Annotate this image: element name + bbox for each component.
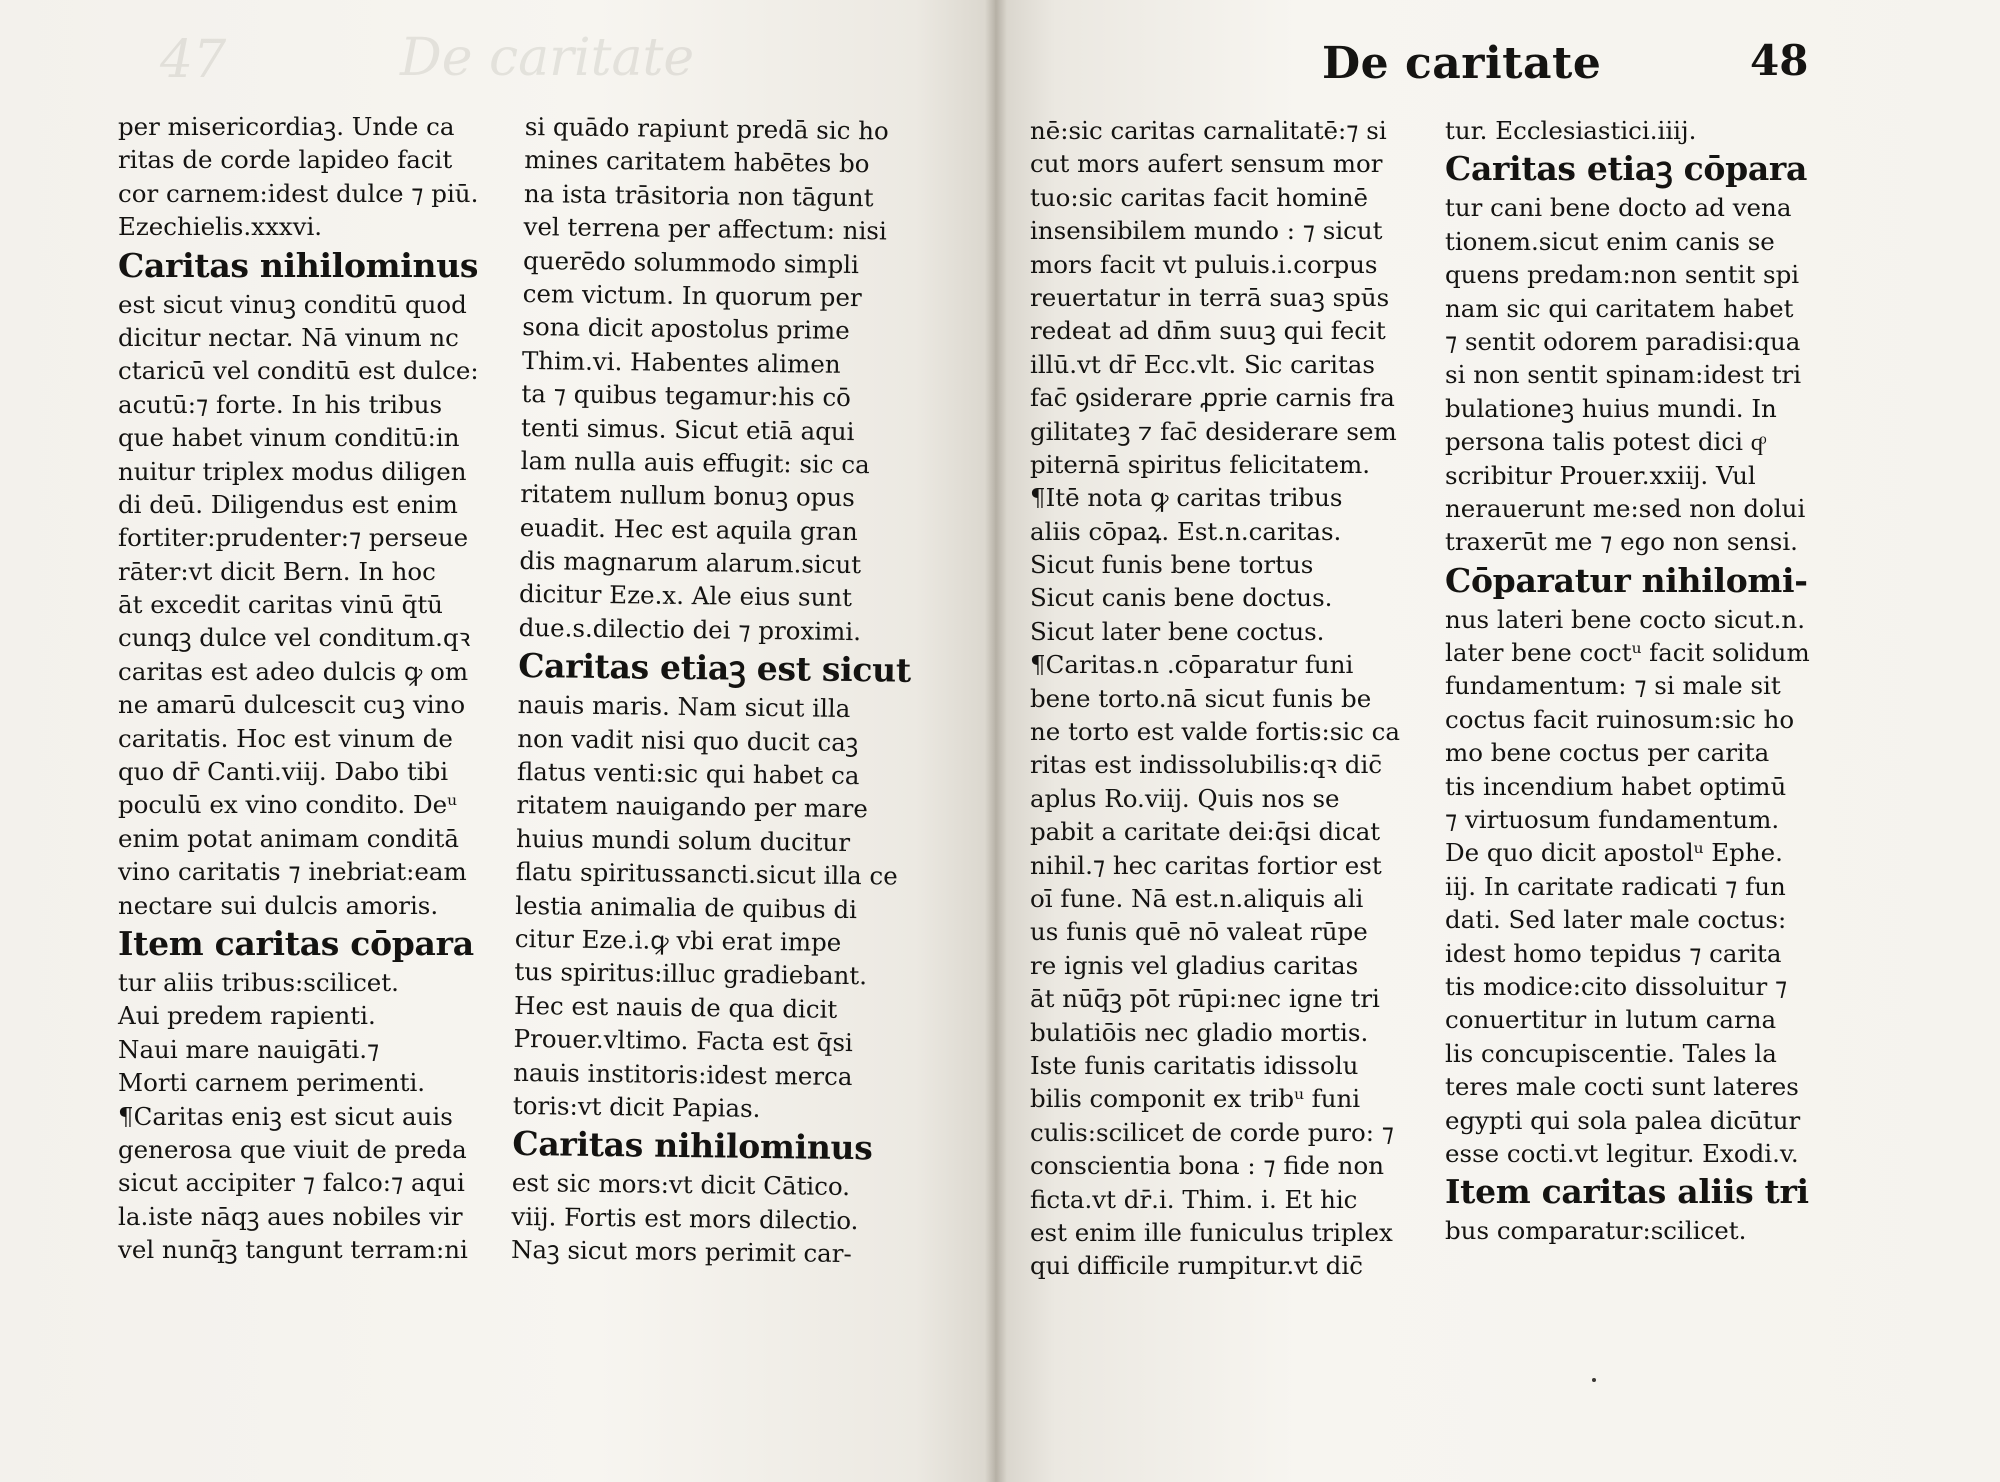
text-line: huius mundi solum ducitur bbox=[515, 823, 851, 857]
text-line: bilis componit ex tribᵘ funi bbox=[1030, 1084, 1361, 1114]
section-heading-line: Caritas nihilominus bbox=[512, 1124, 873, 1168]
text-line: nauis maris. Nam sicut illa bbox=[517, 690, 851, 724]
text-line: Naꝫ sicut mors perimit car- bbox=[510, 1235, 852, 1269]
text-line: dis magnarum alarum.sicut bbox=[519, 546, 862, 580]
text-line: iij. In caritate radicati ⁊ fun bbox=[1445, 871, 1786, 901]
show-through-folio: 47 bbox=[160, 30, 227, 90]
text-line: flatu spiritussancti.sicut illa ce bbox=[515, 857, 898, 891]
text-line: cunqꝫ dulce vel conditum.qꝛ bbox=[118, 623, 471, 653]
running-head: De caritate bbox=[1322, 38, 1602, 89]
text-line: nerauerunt me:sed non dolui bbox=[1445, 493, 1806, 523]
text-line: mors facit vt puluis.i.corpus bbox=[1030, 249, 1378, 279]
text-line: est sicut vinuꝫ conditū quod bbox=[118, 289, 467, 319]
text-line: mines caritatem habētes bo bbox=[524, 145, 870, 179]
show-through-running-head: De caritate bbox=[400, 28, 695, 88]
text-line: ritas de corde lapideo facit bbox=[118, 145, 453, 175]
text-line: illū.vt dr̄ Ecc.vlt. Sic caritas bbox=[1030, 349, 1375, 379]
text-line: nihil.⁊ hec caritas fortior est bbox=[1030, 850, 1382, 880]
text-line: si non sentit spinam:idest tri bbox=[1445, 360, 1802, 390]
text-line: oī fune. Nā est.n.aliquis ali bbox=[1030, 883, 1364, 913]
text-line: vel terrena per affectum: nisi bbox=[523, 212, 887, 246]
text-line: piternā spiritus felicitatem. bbox=[1030, 449, 1370, 479]
text-line: di deū. Diligendus est enim bbox=[118, 489, 458, 519]
text-line: ritatem nullum bonuꝫ opus bbox=[520, 479, 855, 513]
text-line: Aui predem rapienti. bbox=[118, 1001, 376, 1031]
text-line: cor carnem:idest dulce ⁊ piū. bbox=[118, 178, 479, 208]
text-line: vel nunq̄ꝫ tangunt terram:ni bbox=[118, 1235, 468, 1265]
text-line: sona dicit apostolus prime bbox=[522, 312, 850, 346]
left-page-column-1 bbox=[118, 110, 518, 1267]
text-line: nus lateri bene cocto sicut.n. bbox=[1445, 604, 1805, 634]
text-line: nuitur triplex modus diligen bbox=[118, 456, 467, 486]
text-line: ¶Caritas eniꝫ est sicut auis bbox=[118, 1101, 453, 1131]
text-line: lestia animalia de quibus di bbox=[515, 890, 858, 924]
text-line: traxerūt me ⁊ ego non sensi. bbox=[1445, 527, 1798, 557]
section-heading-line: Cōparatur nihilomi- bbox=[1445, 560, 1808, 600]
text-line: si quādo rapiunt predā sic ho bbox=[524, 111, 889, 146]
text-line: cem victum. In quorum per bbox=[522, 278, 862, 313]
text-line: bulatiōis nec gladio mortis. bbox=[1030, 1017, 1369, 1047]
text-line: ⁊ virtuosum fundamentum. bbox=[1445, 805, 1780, 835]
text-line: Thim.vi. Habentes alimen bbox=[521, 345, 841, 379]
text-line: dicitur nectar. Nā vinum nc bbox=[118, 322, 459, 352]
left-page-column-2 bbox=[511, 110, 945, 1272]
text-line: caritatis. Hoc est vinum de bbox=[118, 723, 453, 753]
text-line: acutū:⁊ forte. In his tribus bbox=[118, 389, 443, 419]
text-line: due.s.dilectio dei ⁊ proximi. bbox=[518, 612, 862, 647]
text-line: pabit a caritate dei:q̄si dicat bbox=[1030, 817, 1381, 847]
text-line: nectare sui dulcis amoris. bbox=[118, 890, 439, 920]
text-line: est sic mors:vt dicit Cātico. bbox=[511, 1168, 851, 1202]
text-line: flatus venti:sic qui habet ca bbox=[516, 756, 860, 791]
text-line: caritas est adeo dulcis ꝙ om bbox=[118, 656, 469, 686]
text-line: citur Eze.i.ꝙ vbi erat impe bbox=[514, 923, 842, 957]
text-line: aliis cōpaꝝ. Est.n.caritas. bbox=[1030, 516, 1342, 546]
text-line: tis modice:cito dissoluitur ⁊ bbox=[1445, 971, 1788, 1001]
text-line: ne amarū dulcescit cuꝫ vino bbox=[118, 690, 466, 720]
text-line: viij. Fortis est mors dilectio. bbox=[511, 1201, 859, 1235]
text-line: re ignis vel gladius caritas bbox=[1030, 950, 1359, 980]
text-line: tuo:sic caritas facit hominē bbox=[1030, 182, 1368, 212]
text-line: toris:vt dicit Papias. bbox=[512, 1090, 761, 1123]
section-heading-line: Caritas etiaꝫ est sicut bbox=[517, 646, 912, 691]
right-page-column-1 bbox=[1030, 114, 1430, 1283]
text-line: conscientia bona : ⁊ fide non bbox=[1030, 1151, 1384, 1181]
text-line: āt excedit caritas vinū q̄tū bbox=[118, 590, 443, 620]
text-line: nam sic qui caritatem habet bbox=[1445, 293, 1794, 323]
text-line: tur. Ecclesiastici.iiij. bbox=[1445, 116, 1697, 145]
text-line: que habet vinum conditū:in bbox=[118, 423, 460, 453]
text-line: āt nūq̄ꝫ pōt rūpi:nec igne tri bbox=[1030, 984, 1380, 1014]
text-line: persona talis potest dici qͦ bbox=[1445, 427, 1763, 457]
section-heading-line: Item caritas cōpara bbox=[118, 923, 474, 963]
text-line: rāter:vt dicit Bern. In hoc bbox=[118, 556, 436, 586]
text-line: sicut accipiter ⁊ falco:⁊ aqui bbox=[118, 1168, 465, 1198]
book-gutter bbox=[985, 0, 1007, 1482]
text-line: qui difficile rumpitur.vt dic̄ bbox=[1030, 1251, 1363, 1281]
text-line: tionem.sicut enim canis se bbox=[1445, 226, 1775, 256]
text-line: aplus Ro.viij. Quis nos se bbox=[1030, 783, 1340, 813]
text-line: na ista trāsitoria non tāgunt bbox=[523, 178, 874, 213]
text-line: culis:scilicet de corde puro: ⁊ bbox=[1030, 1117, 1394, 1147]
text-line: querēdo solummodo simpli bbox=[522, 245, 860, 279]
text-line: ritas est indissolubilis:qꝛ dic̄ bbox=[1030, 750, 1383, 780]
text-line: egypti qui sola palea dicūtur bbox=[1445, 1105, 1801, 1135]
text-line: tur aliis tribus:scilicet. bbox=[118, 967, 399, 997]
text-line: nē:sic caritas carnalitatē:⁊ si bbox=[1030, 116, 1387, 145]
text-line: us funis quē nō valeat rūpe bbox=[1030, 917, 1368, 947]
text-line: est enim ille funiculus triplex bbox=[1030, 1217, 1393, 1247]
text-line: Naui mare nauigāti.⁊ bbox=[118, 1034, 380, 1064]
text-line: tus spiritus:illuc gradiebant. bbox=[514, 957, 868, 991]
text-line: redeat ad dn̄m suuꝫ qui fecit bbox=[1030, 316, 1386, 346]
text-line: Sicut funis bene tortus bbox=[1030, 550, 1314, 580]
text-line: tis incendium habet optimū bbox=[1445, 771, 1787, 801]
text-line: gilitateꝫ ⁊ fac̄ desiderare sem bbox=[1030, 416, 1397, 446]
section-heading-line: Caritas etiaꝫ cōpara bbox=[1445, 149, 1808, 189]
text-line: ⁊ sentit odorem paradisi:qua bbox=[1445, 326, 1801, 356]
text-line: lam nulla auis effugit: sic ca bbox=[520, 445, 870, 480]
text-line: enim potat animam conditā bbox=[118, 823, 459, 853]
section-heading-line: Caritas nihilominus bbox=[118, 245, 479, 285]
text-line: fundamentum: ⁊ si male sit bbox=[1445, 671, 1781, 701]
page-number: 48 bbox=[1750, 36, 1809, 85]
text-line: Ezechielis.xxxvi. bbox=[118, 212, 323, 242]
text-line: tur cani bene docto ad vena bbox=[1445, 193, 1792, 223]
text-line: tenti simus. Sicut etiā aqui bbox=[520, 412, 855, 446]
text-line: ficta.vt dr̄.i. Thim. i. Et hic bbox=[1030, 1184, 1358, 1214]
text-line: coctus facit ruinosum:sic ho bbox=[1445, 704, 1795, 734]
text-line: idest homo tepidus ⁊ carita bbox=[1445, 938, 1782, 968]
text-line: ¶Itē nota ꝙ caritas tribus bbox=[1030, 483, 1343, 513]
text-line: Hec est nauis de qua dicit bbox=[513, 990, 838, 1024]
text-line: mo bene coctus per carita bbox=[1445, 738, 1770, 768]
text-line: quens predam:non sentit spi bbox=[1445, 260, 1800, 290]
text-line: quo dr̄ Canti.viij. Dabo tibi bbox=[118, 757, 449, 787]
text-line: reuertatur in terrā suaꝫ spūs bbox=[1030, 282, 1390, 312]
text-line: euadit. Hec est aquila gran bbox=[519, 512, 858, 546]
text-line: Sicut canis bene doctus. bbox=[1030, 583, 1333, 613]
text-line: Prouer.vltimo. Facta est q̄si bbox=[513, 1024, 854, 1058]
text-line: lis concupiscentie. Tales la bbox=[1445, 1038, 1777, 1068]
text-line: fortiter:prudenter:⁊ perseue bbox=[118, 523, 469, 553]
text-line: bulationeꝫ huius mundi. In bbox=[1445, 393, 1777, 423]
text-line: cut mors aufert sensum mor bbox=[1030, 149, 1383, 179]
text-line: insensibilem mundo : ⁊ sicut bbox=[1030, 216, 1383, 246]
text-line: vino caritatis ⁊ inebriat:eam bbox=[118, 857, 467, 887]
text-line: non vadit nisi quo ducit caꝫ bbox=[517, 723, 859, 757]
text-line: dicitur Eze.x. Ale eius sunt bbox=[518, 579, 853, 613]
text-line: generosa que viuit de preda bbox=[118, 1134, 467, 1164]
text-line: poculū ex vino condito. Deᵘ bbox=[118, 790, 457, 820]
text-line: fac̄ ꝯsiderare ꝓprie carnis fra bbox=[1030, 383, 1395, 413]
text-line: bus comparatur:scilicet. bbox=[1445, 1216, 1747, 1246]
text-line: ctaricū vel conditū est dulce: bbox=[118, 356, 479, 386]
text-line: la.iste nāqꝫ aues nobiles vir bbox=[118, 1201, 463, 1231]
text-line: conuertitur in lutum carna bbox=[1445, 1005, 1777, 1035]
text-line: ritatem nauigando per mare bbox=[516, 790, 869, 824]
text-line: per misericordiaꝫ. Unde ca bbox=[118, 112, 455, 141]
right-page-column-2 bbox=[1445, 114, 1875, 1248]
text-line: De quo dicit apostolᵘ Ephe. bbox=[1445, 838, 1783, 868]
text-line: bene torto.nā sicut funis be bbox=[1030, 683, 1372, 713]
text-line: later bene coctᵘ facit solidum bbox=[1445, 638, 1810, 668]
section-heading-line: Item caritas aliis tri bbox=[1445, 1172, 1809, 1212]
text-line: Iste funis caritatis idissolu bbox=[1030, 1050, 1359, 1080]
text-line: Morti carnem perimenti. bbox=[118, 1068, 426, 1098]
text-line: scribitur Prouer.xxiij. Vul bbox=[1445, 460, 1756, 490]
text-line: esse cocti.vt legitur. Exodi.v. bbox=[1445, 1138, 1799, 1168]
text-line: ne torto est valde fortis:sic ca bbox=[1030, 717, 1401, 747]
text-line: dati. Sed later male coctus: bbox=[1445, 905, 1787, 935]
text-line: nauis institoris:idest merca bbox=[513, 1057, 853, 1091]
text-line: ta ⁊ quibus tegamur:his cō bbox=[521, 379, 852, 413]
text-line: teres male cocti sunt lateres bbox=[1445, 1072, 1799, 1102]
ink-speck bbox=[1592, 1378, 1596, 1382]
text-line: Sicut later bene coctus. bbox=[1030, 616, 1325, 646]
text-line: ¶Caritas.n .cōparatur funi bbox=[1030, 650, 1354, 680]
